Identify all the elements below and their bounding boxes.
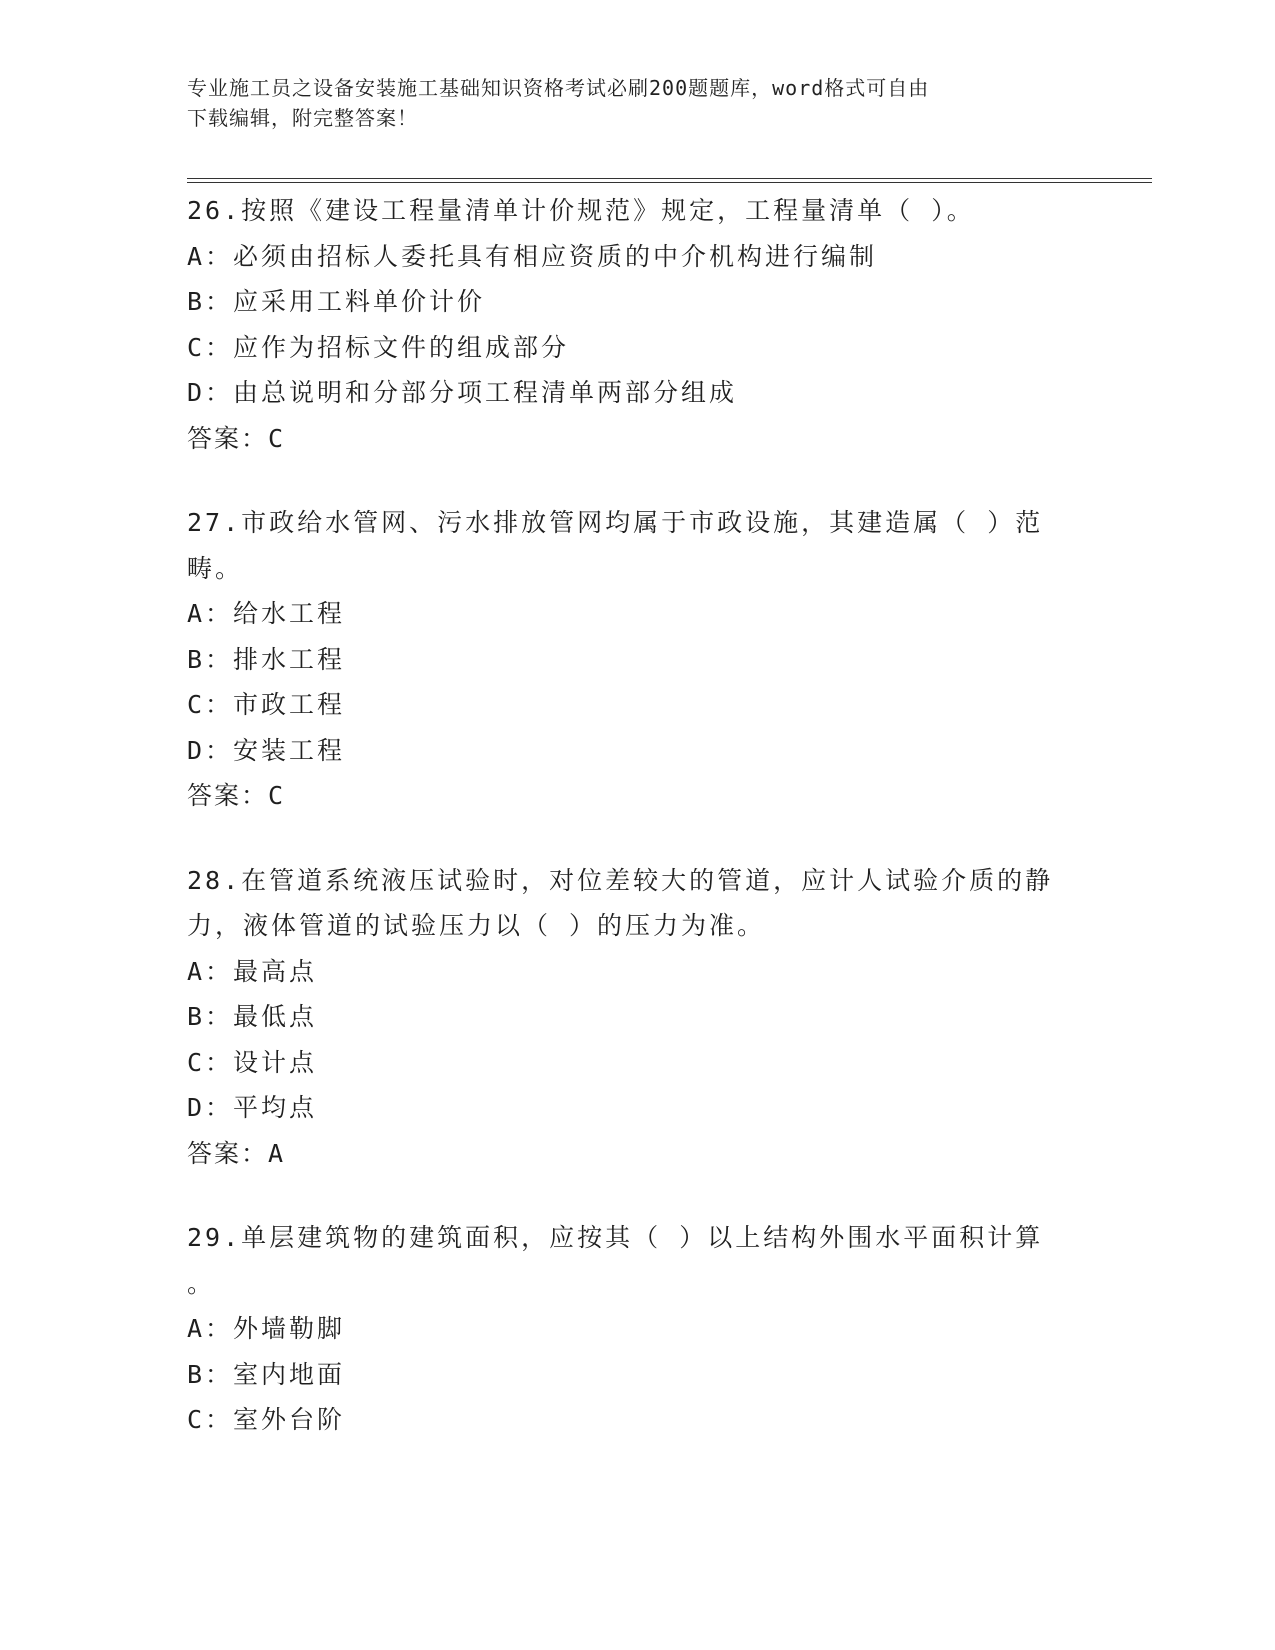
header-rule-bottom [187,182,1152,183]
answer-line [187,773,1087,819]
option-d: D：由总说明和分部分项工程清单两部分组成 [187,378,738,407]
option-a: A：最高点 [187,956,318,986]
document-header [187,73,1087,133]
question-stem: 28.在管道系统液压试验时，对位差较大的管道，应计人试验介质的静 [187,865,1054,895]
option-b: B：应采用工料单价计价 [187,287,486,316]
question-stem-continued: 力，液体管道的试验压力以（ ）的压力为准。 [187,911,766,940]
header-line-2: 下载编辑，附完整答案！ [187,106,418,130]
answer-value: C [268,423,287,453]
answer-value: A [268,1138,287,1168]
question-26 [187,188,1087,461]
answer-label: 答案： [187,423,269,453]
option-c: C：应作为招标文件的组成部分 [187,332,570,362]
question-stem: 26.按照《建设工程量清单计价规范》规定，工程量清单（ ）。 [187,196,975,225]
question-stem-continued: 畴。 [187,553,244,583]
header-rule-top [187,178,1152,179]
header-line-1: 专业施工员之设备安装施工基础知识资格考试必刷200题题库，word格式可自由 [187,76,930,100]
answer-label: 答案： [187,781,269,810]
option-a: A：必须由招标人委托具有相应资质的中介机构进行编制 [187,241,878,271]
option-c: C：室外台阶 [187,1405,346,1434]
answer-line [187,1131,1087,1177]
question-stem: 27.市政给水管网、污水排放管网均属于市政设施，其建造属（ ）范 [187,508,1044,537]
answer-line [187,416,1087,462]
answer-value: C [268,781,287,810]
option-c: C：设计点 [187,1047,318,1077]
option-a: A：给水工程 [187,599,346,628]
option-b: B：室内地面 [187,1359,346,1389]
answer-label: 答案： [187,1138,269,1168]
question-stem: 29.单层建筑物的建筑面积，应按其（ ）以上结构外围水平面积计算 [187,1223,1044,1252]
question-27 [187,500,1087,819]
question-stem-continued: 。 [187,1268,216,1298]
option-b: B：排水工程 [187,644,346,674]
question-28 [187,858,1087,1177]
option-d: D：安装工程 [187,735,346,765]
option-b: B：最低点 [187,1002,318,1031]
question-29 [187,1215,1087,1443]
option-c: C：市政工程 [187,690,346,719]
question-list [187,188,1087,1482]
option-a: A：外墙勒脚 [187,1314,346,1343]
option-d: D：平均点 [187,1093,318,1122]
